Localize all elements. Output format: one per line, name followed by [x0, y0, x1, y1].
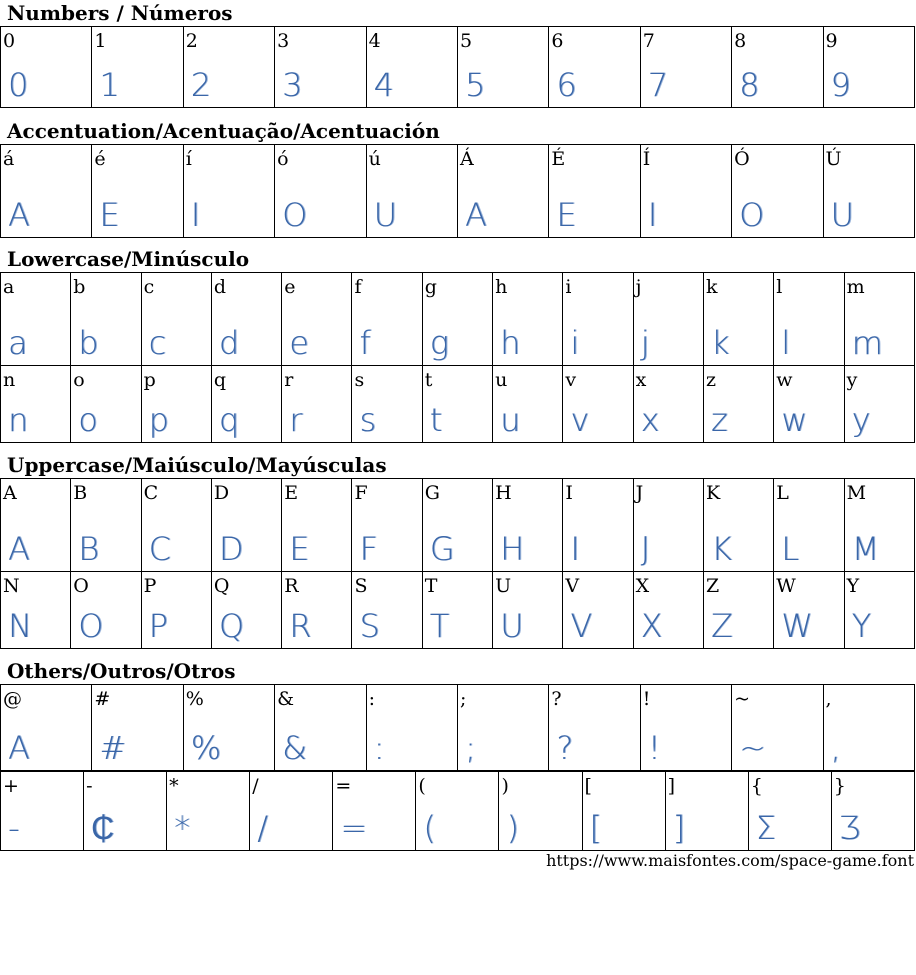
glyph-sample: t — [429, 401, 443, 439]
glyph-label: } — [833, 775, 846, 797]
glyph-sample: E — [99, 196, 120, 234]
glyph-cell — [1, 685, 92, 771]
glyph-sample: q — [218, 401, 240, 439]
glyph-label: Z — [705, 575, 720, 597]
glyph-cell — [416, 772, 499, 851]
glyph-sample: ~ — [739, 729, 766, 767]
glyph-cell — [633, 479, 703, 572]
glyph-cell — [563, 479, 633, 572]
glyph-cell — [640, 685, 731, 771]
glyph-label: ? — [551, 688, 562, 710]
glyph-label: , — [825, 688, 832, 710]
glyph-label: á — [3, 148, 15, 170]
glyph-label: J — [635, 482, 644, 504]
glyph-label: i — [565, 276, 572, 298]
glyph-sample: Z — [710, 607, 733, 645]
glyph-label: e — [284, 276, 296, 298]
glyph-cell — [211, 273, 281, 366]
glyph-cell — [1, 366, 71, 443]
glyph-cell — [748, 772, 831, 851]
accents-title: Accentuation/Acentuação/Acentuación — [7, 119, 440, 143]
glyph-label: D — [213, 482, 230, 504]
glyph-label: s — [354, 369, 365, 391]
glyph-cell — [774, 479, 844, 572]
glyph-cell — [703, 366, 773, 443]
glyph-label: é — [94, 148, 106, 170]
glyph-sample: 9 — [830, 66, 851, 104]
glyph-sample: y — [851, 401, 871, 439]
glyph-sample: k — [710, 324, 730, 362]
glyph-cell — [352, 572, 422, 649]
glyph-sample: e — [289, 324, 309, 362]
glyph-sample: s — [359, 401, 377, 439]
glyph-sample: m — [851, 324, 883, 362]
glyph-sample: E — [556, 196, 577, 234]
glyph-cell — [1, 27, 92, 108]
glyph-sample: i — [570, 324, 580, 362]
glyph-cell — [92, 685, 183, 771]
glyph-label: P — [143, 575, 157, 597]
glyph-sample: 1 — [99, 66, 120, 104]
glyph-sample: Q — [218, 607, 245, 645]
glyph-label: É — [551, 148, 566, 170]
glyph-cell — [732, 27, 823, 108]
glyph-cell — [499, 772, 582, 851]
glyph-sample: R — [289, 607, 312, 645]
glyph-sample: O — [282, 196, 308, 234]
glyph-label: * — [169, 775, 179, 797]
glyph-sample: 7 — [647, 66, 669, 104]
glyph-cell — [275, 27, 366, 108]
glyph-label: x — [635, 369, 647, 391]
glyph-cell — [457, 145, 548, 238]
glyph-cell — [493, 479, 563, 572]
glyph-cell — [275, 145, 366, 238]
glyph-sample: O — [78, 607, 104, 645]
glyph-sample: & — [282, 729, 308, 767]
glyph-sample: B — [78, 530, 100, 568]
glyph-label: 6 — [551, 30, 564, 52]
glyph-label: Y — [846, 575, 860, 597]
glyph-label: 5 — [459, 30, 473, 52]
glyph-cell — [282, 479, 352, 572]
glyph-sample: Y — [851, 607, 872, 645]
glyph-cell — [183, 685, 274, 771]
glyph-label: j — [635, 276, 642, 298]
glyph-cell — [732, 145, 823, 238]
glyph-sample: W — [781, 607, 813, 645]
glyph-label: F — [354, 482, 368, 504]
glyph-cell — [844, 572, 914, 649]
glyph-label: ) — [501, 775, 509, 797]
glyph-cell — [563, 572, 633, 649]
numbers-title: Numbers / Números — [7, 1, 233, 25]
glyph-label: R — [284, 575, 299, 597]
glyph-sample: A — [464, 196, 487, 234]
glyph-sample: M — [851, 530, 880, 568]
glyph-label: L — [776, 482, 789, 504]
glyph-sample: J — [640, 530, 651, 568]
glyph-label: - — [86, 775, 93, 797]
glyph-label: Q — [213, 575, 230, 597]
glyph-label: E — [284, 482, 299, 504]
glyph-sample: p — [148, 401, 169, 439]
glyph-sample: D — [218, 530, 244, 568]
glyph-sample: A — [8, 729, 30, 767]
glyph-cell — [275, 685, 366, 771]
glyph-label: W — [776, 575, 796, 597]
glyph-cell — [549, 145, 640, 238]
glyph-label: ] — [667, 775, 676, 797]
glyph-sample: U — [500, 607, 524, 645]
glyph-cell — [71, 572, 141, 649]
glyph-label: O — [73, 575, 89, 597]
glyph-label: g — [424, 276, 437, 298]
glyph-cell — [282, 273, 352, 366]
glyph-sample: S — [359, 607, 380, 645]
glyph-cell — [211, 572, 281, 649]
glyph-sample: d — [218, 324, 240, 362]
glyph-label: A — [3, 482, 17, 504]
glyph-label: ~ — [734, 688, 751, 710]
glyph-label: w — [776, 369, 793, 391]
glyph-label: ú — [368, 148, 381, 170]
glyph-sample: ; — [464, 729, 476, 767]
glyph-cell — [703, 479, 773, 572]
glyph-cell — [183, 27, 274, 108]
uppercase-title: Uppercase/Maiúsculo/Mayúsculas — [7, 453, 387, 477]
glyph-label: í — [185, 148, 192, 170]
glyph-cell — [422, 479, 492, 572]
glyph-sample: [ — [589, 809, 603, 847]
glyph-cell — [823, 27, 914, 108]
glyph-sample: ] — [672, 809, 686, 847]
others-table-1 — [0, 684, 915, 771]
glyph-sample: b — [78, 324, 99, 362]
glyph-label: = — [335, 775, 352, 797]
glyph-label: 4 — [368, 30, 381, 52]
glyph-label: @ — [3, 688, 22, 710]
glyph-label: b — [73, 276, 86, 298]
glyph-sample: : — [373, 729, 385, 767]
glyph-label: p — [143, 369, 156, 391]
glyph-cell — [633, 366, 703, 443]
glyph-label: ó — [277, 148, 289, 170]
glyph-label: / — [252, 775, 259, 797]
glyph-sample: 3 — [282, 66, 303, 104]
glyph-label: n — [3, 369, 16, 391]
glyph-label: a — [3, 276, 15, 298]
glyph-sample: L — [781, 530, 800, 568]
glyph-cell — [352, 366, 422, 443]
glyph-sample: 6 — [556, 66, 577, 104]
glyph-cell — [282, 366, 352, 443]
glyph-label: h — [495, 276, 508, 298]
glyph-cell — [640, 145, 731, 238]
glyph-cell — [640, 27, 731, 108]
glyph-cell — [633, 572, 703, 649]
glyph-label: ; — [459, 688, 467, 710]
glyph-sample: f — [359, 324, 371, 362]
glyph-cell — [84, 772, 167, 851]
glyph-sample: = — [340, 809, 368, 847]
others-title: Others/Outros/Otros — [7, 659, 236, 683]
glyph-cell — [831, 772, 914, 851]
glyph-cell — [493, 273, 563, 366]
glyph-cell — [823, 685, 914, 771]
glyph-cell — [774, 273, 844, 366]
glyph-cell — [563, 273, 633, 366]
glyph-sample: K — [710, 530, 732, 568]
glyph-label: t — [424, 369, 433, 391]
glyph-label: u — [495, 369, 508, 391]
glyph-label: K — [705, 482, 721, 504]
glyph-cell — [352, 479, 422, 572]
glyph-sample: z — [710, 401, 728, 439]
glyph-label: o — [73, 369, 85, 391]
glyph-cell — [167, 772, 250, 851]
glyph-cell — [211, 366, 281, 443]
lowercase-table — [0, 272, 915, 443]
glyph-cell — [1, 572, 71, 649]
glyph-label: G — [424, 482, 440, 504]
glyph-sample: T — [429, 607, 450, 645]
glyph-label: 0 — [3, 30, 16, 52]
glyph-sample: U — [373, 196, 397, 234]
glyph-cell — [774, 366, 844, 443]
glyph-label: ( — [418, 775, 426, 797]
glyph-cell — [563, 366, 633, 443]
glyph-sample: w — [781, 401, 808, 439]
glyph-label: 7 — [642, 30, 655, 52]
source-url[interactable]: https://www.maisfontes.com/space-game.font — [546, 851, 914, 870]
glyph-cell — [352, 273, 422, 366]
glyph-sample: 0 — [8, 66, 29, 104]
glyph-sample: I — [570, 530, 580, 568]
glyph-cell — [282, 572, 352, 649]
glyph-label: & — [277, 688, 295, 710]
glyph-label: d — [213, 276, 227, 298]
glyph-label: l — [776, 276, 783, 298]
glyph-cell — [844, 479, 914, 572]
glyph-label: : — [368, 688, 375, 710]
glyph-label: z — [705, 369, 716, 391]
glyph-sample: v — [570, 401, 590, 439]
uppercase-table — [0, 478, 915, 649]
glyph-cell — [92, 27, 183, 108]
glyph-sample: n — [8, 401, 29, 439]
glyph-sample: H — [500, 530, 525, 568]
glyph-label: c — [143, 276, 155, 298]
glyph-sample: g — [429, 324, 449, 362]
glyph-cell — [549, 27, 640, 108]
glyph-sample: X — [640, 607, 663, 645]
glyph-label: { — [750, 775, 763, 797]
glyph-cell — [703, 572, 773, 649]
glyph-sample: % — [190, 729, 222, 767]
glyph-sample: G — [429, 530, 455, 568]
glyph-cell — [823, 145, 914, 238]
glyph-sample: 5 — [464, 66, 486, 104]
glyph-label: y — [846, 369, 858, 391]
glyph-sample: I — [190, 196, 201, 234]
glyph-cell — [1, 772, 84, 851]
glyph-cell — [633, 273, 703, 366]
glyph-sample: ₵ — [91, 809, 115, 847]
glyph-cell — [1, 145, 92, 238]
glyph-cell — [732, 685, 823, 771]
glyph-label: 3 — [277, 30, 290, 52]
glyph-cell — [665, 772, 748, 851]
glyph-sample: h — [500, 324, 521, 362]
glyph-sample: # — [99, 729, 127, 767]
glyph-sample: A — [8, 530, 30, 568]
glyph-sample: V — [570, 607, 593, 645]
glyph-cell — [457, 27, 548, 108]
glyph-sample: E — [289, 530, 310, 568]
glyph-sample: u — [500, 401, 521, 439]
glyph-cell — [141, 366, 211, 443]
glyph-cell — [1, 273, 71, 366]
glyph-label: C — [143, 482, 159, 504]
glyph-label: f — [354, 276, 362, 298]
glyph-cell — [493, 572, 563, 649]
glyph-label: Í — [642, 148, 651, 170]
glyph-label: S — [354, 575, 368, 597]
glyph-sample: ! — [647, 729, 661, 767]
glyph-cell — [71, 479, 141, 572]
glyph-cell — [422, 366, 492, 443]
glyph-cell — [250, 772, 333, 851]
glyph-label: M — [846, 482, 867, 504]
glyph-sample: ? — [556, 729, 574, 767]
glyph-label: T — [424, 575, 438, 597]
glyph-label: N — [3, 575, 20, 597]
glyph-label: [ — [584, 775, 592, 797]
glyph-sample: N — [8, 607, 32, 645]
glyph-sample: ( — [423, 809, 436, 847]
glyph-cell — [366, 685, 457, 771]
glyph-cell — [703, 273, 773, 366]
glyph-sample: / — [257, 809, 269, 847]
glyph-cell — [141, 572, 211, 649]
glyph-label: 2 — [185, 30, 198, 52]
glyph-label: B — [73, 482, 88, 504]
glyph-label: # — [94, 688, 111, 710]
glyph-sample: O — [739, 196, 765, 234]
glyph-sample: C — [148, 530, 171, 568]
glyph-sample: Ʒ — [838, 809, 861, 847]
glyph-label: r — [284, 369, 294, 391]
glyph-label: m — [846, 276, 865, 298]
glyph-sample: P — [148, 607, 168, 645]
glyph-label: V — [565, 575, 580, 597]
glyph-label: Á — [459, 148, 474, 170]
glyph-cell — [844, 273, 914, 366]
glyph-cell — [333, 772, 416, 851]
glyph-sample: , — [830, 729, 841, 767]
glyph-cell — [366, 145, 457, 238]
glyph-label: 9 — [825, 30, 838, 52]
glyph-cell — [457, 685, 548, 771]
glyph-cell — [1, 479, 71, 572]
glyph-sample: c — [148, 324, 167, 362]
glyph-label: Ó — [734, 148, 750, 170]
glyph-sample: ) — [506, 809, 519, 847]
glyph-cell — [422, 572, 492, 649]
glyph-cell — [183, 145, 274, 238]
glyph-label: X — [635, 575, 650, 597]
glyph-cell — [493, 366, 563, 443]
glyph-sample: 2 — [190, 66, 212, 104]
glyph-label: I — [565, 482, 573, 504]
glyph-label: k — [705, 276, 718, 298]
glyph-cell — [92, 145, 183, 238]
glyph-label: q — [213, 369, 227, 391]
glyph-sample: r — [289, 401, 303, 439]
glyph-sample: a — [8, 324, 28, 362]
glyph-label: H — [495, 482, 512, 504]
glyph-cell — [141, 479, 211, 572]
glyph-label: 8 — [734, 30, 747, 52]
glyph-sample: A — [8, 196, 30, 234]
glyph-cell — [71, 273, 141, 366]
glyph-sample: - — [8, 809, 20, 847]
glyph-sample: F — [359, 530, 378, 568]
glyph-cell — [422, 273, 492, 366]
glyph-sample: 8 — [739, 66, 760, 104]
glyph-label: ! — [642, 688, 651, 710]
glyph-cell — [774, 572, 844, 649]
glyph-label: + — [3, 775, 19, 797]
glyph-sample: x — [640, 401, 660, 439]
glyph-sample: j — [640, 324, 650, 362]
glyph-sample: o — [78, 401, 98, 439]
glyph-label: 1 — [94, 30, 107, 52]
glyph-sample: U — [830, 196, 854, 234]
glyph-label: Ú — [825, 148, 842, 170]
glyph-cell — [844, 366, 914, 443]
glyph-cell — [211, 479, 281, 572]
glyph-sample: Σ — [755, 809, 776, 847]
glyph-sample: 4 — [373, 66, 394, 104]
glyph-label: U — [495, 575, 512, 597]
glyph-sample: I — [647, 196, 658, 234]
lowercase-title: Lowercase/Minúsculo — [7, 247, 250, 271]
others-table-2 — [0, 771, 915, 851]
glyph-cell — [141, 273, 211, 366]
glyph-cell — [582, 772, 665, 851]
glyph-sample: * — [174, 809, 191, 847]
glyph-cell — [71, 366, 141, 443]
glyph-label: v — [565, 369, 577, 391]
glyph-cell — [549, 685, 640, 771]
numbers-table — [0, 26, 915, 108]
glyph-sample: l — [781, 324, 791, 362]
glyph-cell — [366, 27, 457, 108]
glyph-label: % — [185, 688, 204, 710]
accents-table — [0, 144, 915, 238]
